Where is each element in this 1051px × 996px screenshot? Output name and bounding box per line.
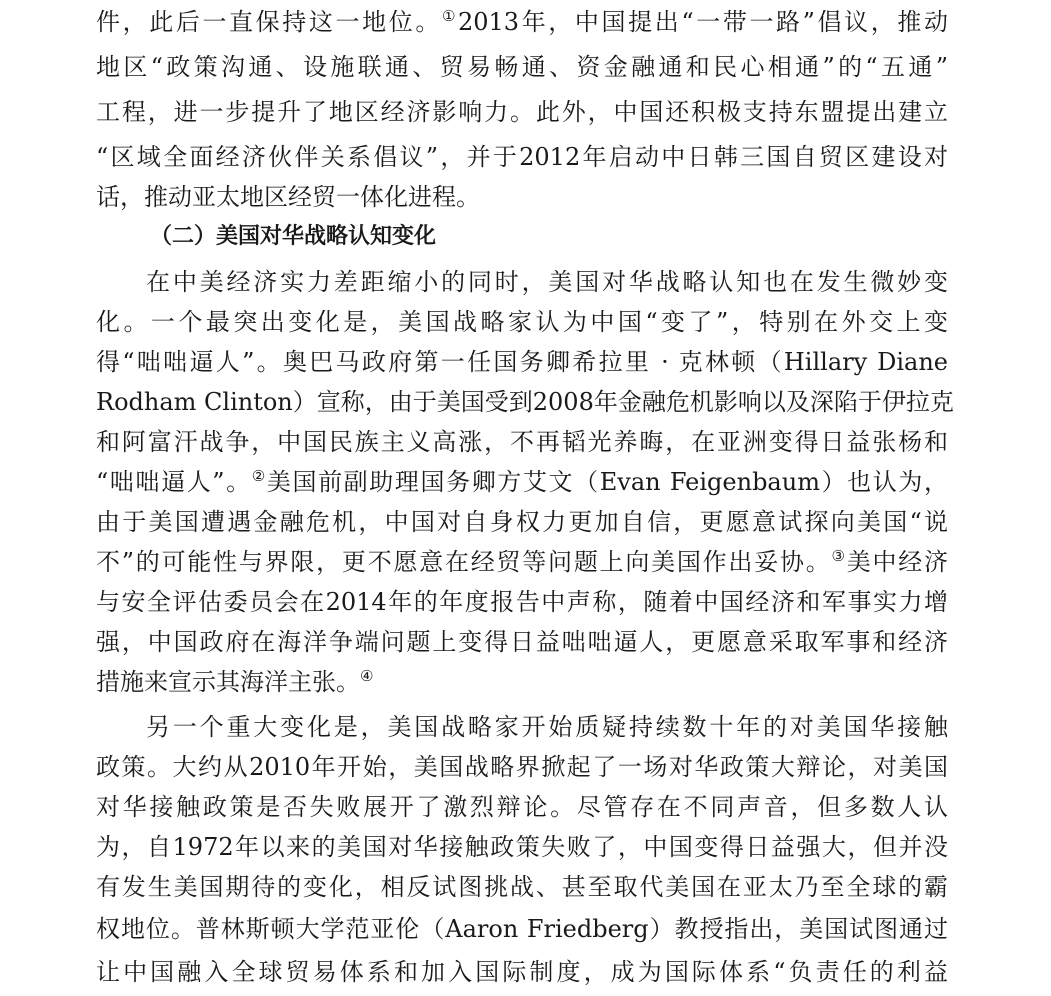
text-line: 得“咄咄逼人”。奥巴马政府第一任国务卿希拉里 · 克林顿（Hillary Diane	[96, 348, 948, 376]
text-span: 措施来宣示其海洋主张。	[96, 668, 360, 696]
text-line: 权地位。普林斯顿大学范亚伦（Aaron Friedberg）教授指出，美国试图通过	[96, 915, 948, 943]
text-line: “区域全面经济伙伴关系倡议”，并于2012年启动中日韩三国自贸区建设对	[96, 143, 948, 171]
footnote-marker[interactable]: ④	[360, 667, 374, 685]
text-line	[96, 5, 948, 39]
text-line: 化。一个最突出变化是，美国战略家认为中国“变了”，特别在外交上变	[96, 308, 948, 336]
text-span: 件，此后一直保持这一地位。	[96, 8, 442, 36]
text-line	[96, 465, 948, 499]
text-line: 为，自1972年以来的美国对华接触政策失败了，中国变得日益强大，但并没	[96, 833, 948, 861]
text-line: 对华接触政策是否失败展开了激烈辩论。尽管存在不同声音，但多数人认	[96, 793, 948, 821]
footnote-marker[interactable]: ②	[251, 467, 267, 485]
text-line: 政策。大约从2010年开始，美国战略界掀起了一场对华政策大辩论，对美国	[96, 753, 948, 781]
text-line: 地区“政策沟通、设施联通、贸易畅通、资金融通和民心相通”的“五通”	[96, 53, 948, 81]
text-line: 由于美国遭遇金融危机，中国对自身权力更加自信，更愿意试探向美国“说	[96, 508, 948, 536]
text-line: Rodham Clinton）宣称，由于美国受到2008年金融危机影响以及深陷于伊拉克	[96, 388, 954, 416]
text-line: 工程，进一步提升了地区经济影响力。此外，中国还积极支持东盟提出建立	[96, 98, 948, 126]
text-line	[96, 545, 948, 579]
text-span: “咄咄逼人”。	[96, 468, 252, 496]
footnote-marker[interactable]: ①	[441, 7, 458, 25]
text-line: 在中美经济实力差距缩小的同时，美国对华战略认知也在发生微妙变	[146, 268, 948, 296]
text-line	[96, 665, 948, 699]
text-line: 与安全评估委员会在2014年的年度报告中声称，随着中国经济和军事实力增	[96, 588, 948, 616]
text-span: 美国前副助理国务卿方艾文（Evan Feigenbaum）也认为，	[266, 468, 948, 496]
text-span: 2013年，中国提出“一带一路”倡议，推动	[458, 8, 948, 36]
text-line: 和阿富汗战争，中国民族主义高涨，不再韬光养晦，在亚洲变得日益张杨和	[96, 428, 948, 456]
section-heading: （二）美国对华战略认知变化	[150, 224, 437, 249]
text-line: 让中国融入全球贸易体系和加入国际制度，成为国际体系“负责任的利益	[96, 958, 948, 986]
text-line: 强，中国政府在海洋争端问题上变得日益咄咄逼人，更愿意采取军事和经济	[96, 628, 948, 656]
text-line: 另一个重大变化是，美国战略家开始质疑持续数十年的对美国华接触	[146, 713, 948, 741]
footnote-marker[interactable]: ③	[831, 547, 847, 565]
text-line: 有发生美国期待的变化，相反试图挑战、甚至取代美国在亚太乃至全球的霸	[96, 873, 948, 901]
text-span: 不”的可能性与界限，更不愿意在经贸等问题上向美国作出妥协。	[96, 548, 832, 576]
text-span: 美中经济	[846, 548, 948, 576]
text-line: 话，推动亚太地区经贸一体化进程。	[96, 183, 480, 211]
